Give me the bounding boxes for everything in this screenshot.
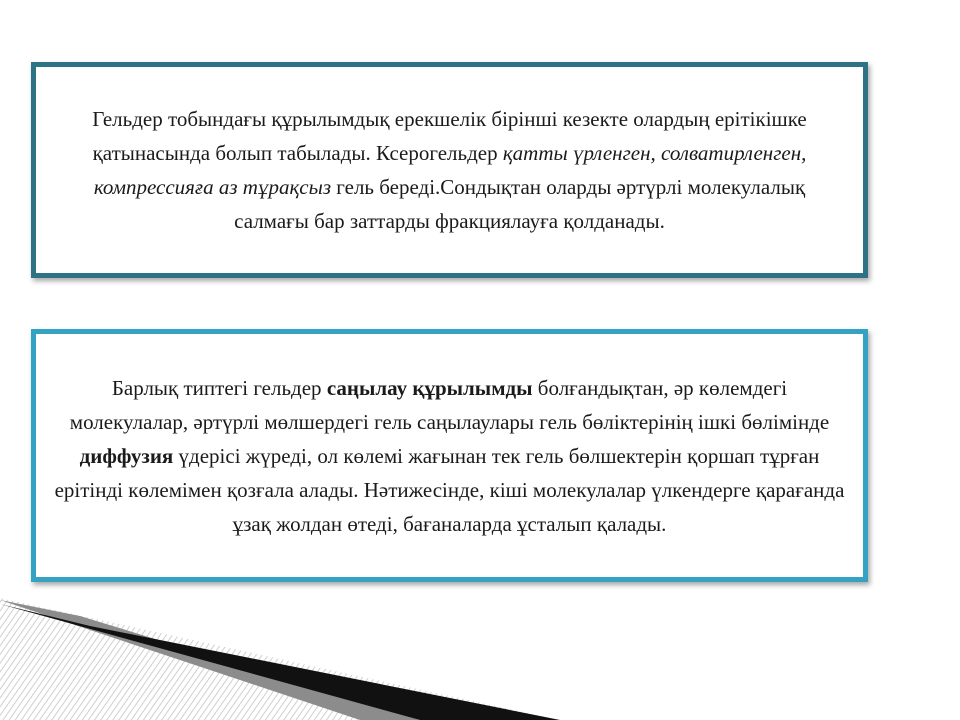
text-box-gel-structure (31, 62, 868, 278)
text-segment: Гельдер тобындағы құрылымдық ерекшелік бірінші кезекте олардың ерітікішке қатынасында болып табылады. Ксерогельдер (92, 107, 807, 165)
paragraph-gel-structure (56, 102, 843, 238)
text-segment: үдерісі жүреді, ол көлемі жағынан тек гель бөлшектерін қоршап тұрған ерітінді көлемімен қозғала алады. Нәтижесінде, кіші молекулалар үлкендерге қарағанда ұзақ жолдан өтеді, бағаналарда ұсталып қалады. (54, 443, 845, 536)
text-segment: Барлық типтегі гельдер (111, 375, 327, 400)
text-box-gel-diffusion (31, 329, 868, 582)
bold-text-segment: саңылау құрылымды (326, 375, 533, 400)
hatched-wedge (0, 598, 560, 720)
text-segment: гель береді.Сондықтан оларды әртүрлі молекулалық салмағы бар заттарды фракциялауға қолданады. (234, 175, 806, 233)
dark-stripe (0, 604, 560, 720)
gray-stripe (0, 600, 420, 720)
italic-text-segment: қатты үрленген, солватирленген, компрессияға аз тұрақсыз (93, 141, 807, 199)
paragraph-gel-diffusion (52, 371, 847, 541)
bold-text-segment: диффузия (79, 443, 174, 468)
text-segment: болғандықтан, әр көлемдегі молекулалар, әртүрлі мөлшердегі гель саңылаулары гель бөліктерінің ішкі бөлімінде (69, 375, 830, 434)
